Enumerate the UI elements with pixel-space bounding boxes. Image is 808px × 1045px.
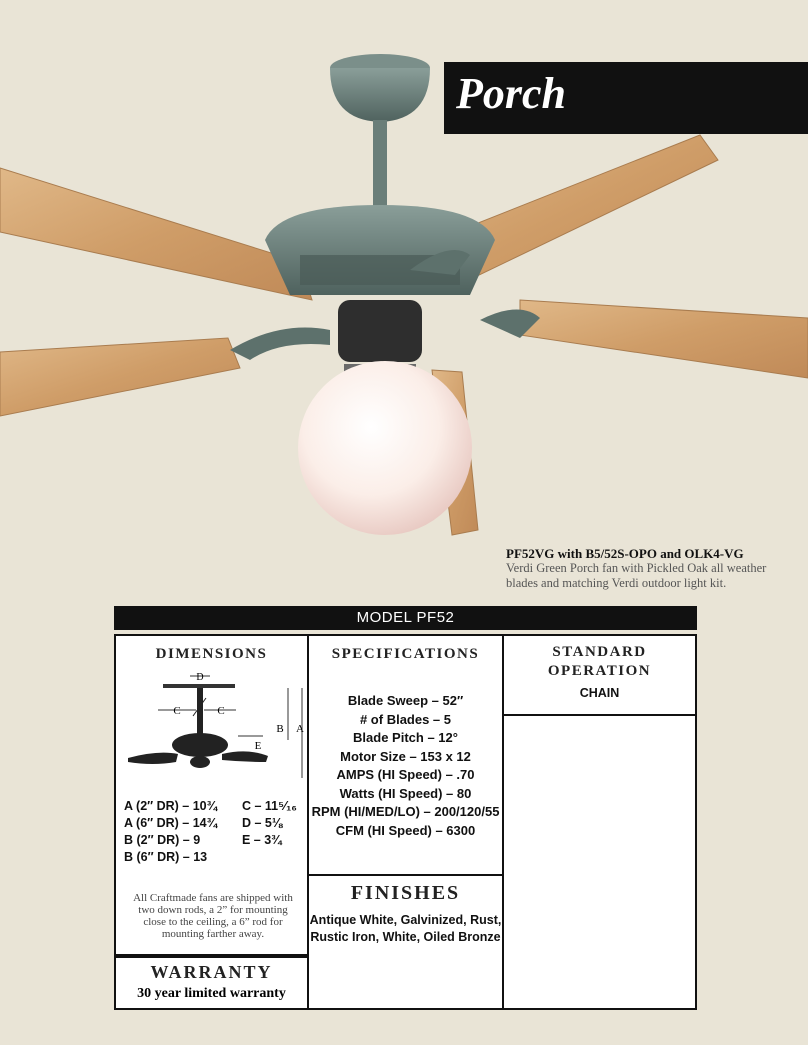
downrod-note: All Craftmade fans are shipped with two down rods, a 2” for mounting close to the ceiling, a 6” rod for mounting farther away. xyxy=(133,892,293,940)
model-header: MODEL PF52 xyxy=(114,606,697,630)
warranty-text: 30 year limited warranty xyxy=(137,986,286,1001)
spec-list xyxy=(309,692,502,840)
blank-panel xyxy=(502,714,697,1010)
spec-item: Watts (HI Speed) – 80 xyxy=(339,785,472,801)
diagram-label-c-right: C xyxy=(217,705,225,717)
finishes-panel xyxy=(307,874,504,1010)
dimensions-heading: DIMENSIONS xyxy=(155,646,268,662)
spec-item: AMPS (HI Speed) – .70 xyxy=(336,767,475,782)
specifications-heading: SPECIFICATIONS xyxy=(331,646,480,662)
blade-left-lower xyxy=(0,338,240,416)
dimension-value: A (6″ DR) – 14¾ xyxy=(124,816,218,830)
diagram-label-a: A xyxy=(296,723,304,735)
spec-item: Blade Sweep – 52″ xyxy=(347,693,464,708)
title-bar xyxy=(444,62,808,134)
warranty-heading: WARRANTY xyxy=(150,962,273,982)
diagram-label-b: B xyxy=(276,723,284,735)
dimension-values-left xyxy=(124,798,217,866)
diagram-label-c-left: C xyxy=(173,705,181,717)
finishes-line-1: Antique White, Galvinized, Rust, xyxy=(309,913,502,927)
dimension-value: C – 11⁵⁄₁₆ xyxy=(242,799,297,813)
blade-left xyxy=(0,168,312,300)
spec-item: Motor Size – 153 x 12 xyxy=(340,748,471,764)
dimensions-panel xyxy=(114,634,309,956)
dimension-value: E – 3¾ xyxy=(242,833,282,847)
standard-operation-heading-1: STANDARD xyxy=(552,644,647,660)
blade-right xyxy=(520,300,808,378)
standard-operation-panel xyxy=(502,634,697,716)
diagram-label-d: D xyxy=(196,672,204,683)
specifications-panel xyxy=(307,634,504,876)
dimension-diagram xyxy=(118,670,308,780)
dimension-value: B (6″ DR) – 13 xyxy=(124,850,208,864)
spec-item: Blade Pitch – 12° xyxy=(353,730,458,745)
dimension-value: A (2″ DR) – 10¾ xyxy=(124,799,218,813)
photo-caption xyxy=(506,546,806,591)
spec-item: RPM (HI/MED/LO) – 200/120/55 xyxy=(311,804,500,819)
caption-description-2: blades and matching Verdi outdoor light kit. xyxy=(506,576,727,590)
standard-operation-value: CHAIN xyxy=(579,686,620,700)
dimension-value: B (2″ DR) – 9 xyxy=(124,833,201,847)
page-title: Porch xyxy=(456,69,566,118)
caption-model: PF52VG with B5/52S-OPO and OLK4-VG xyxy=(506,546,744,561)
caption-description-1: Verdi Green Porch fan with Pickled Oak all weather xyxy=(506,561,767,575)
spec-item: # of Blades – 5 xyxy=(359,711,452,727)
spec-item: CFM (HI Speed) – 6300 xyxy=(335,822,476,838)
finishes-line-2: Rustic Iron, White, Oiled Bronze xyxy=(310,930,501,944)
warranty-panel xyxy=(114,956,309,1010)
dimension-values-right xyxy=(242,798,297,849)
standard-operation-heading-2: OPERATION xyxy=(547,663,652,679)
dimension-value: D – 5⅛ xyxy=(242,816,283,830)
diagram-label-e: E xyxy=(254,740,262,752)
finishes-heading: FINISHES xyxy=(350,882,461,904)
